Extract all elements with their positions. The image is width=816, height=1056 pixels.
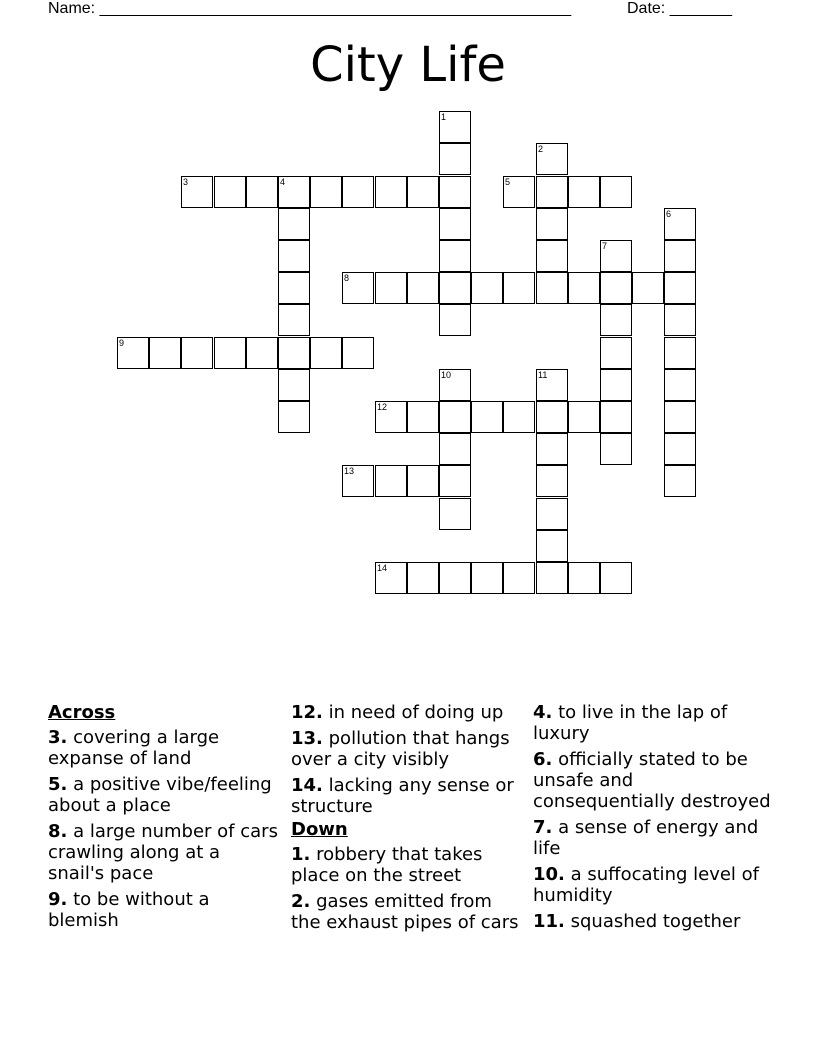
grid-cell[interactable] (439, 240, 471, 272)
grid-cell[interactable] (664, 208, 696, 240)
grid-cell[interactable] (600, 562, 632, 594)
grid-cell[interactable] (664, 304, 696, 336)
grid-cell[interactable] (503, 176, 535, 208)
grid-cell[interactable] (536, 272, 568, 304)
grid-cell[interactable] (600, 272, 632, 304)
grid-cell[interactable] (600, 337, 632, 369)
clue-down-11: 11. squashed together (533, 911, 741, 932)
grid-cell[interactable] (600, 304, 632, 336)
cell-number: 12 (377, 402, 388, 412)
grid-cell[interactable] (278, 176, 310, 208)
clue-across-14: 14. lacking any sense or structure (291, 775, 514, 817)
clue-down-10: 10. a suffocating level of humidity (533, 864, 759, 906)
grid-cell[interactable] (664, 369, 696, 401)
clue-across-8: 8. a large number of cars crawling along at a snail's pace (48, 821, 278, 884)
grid-cell[interactable] (278, 240, 310, 272)
grid-cell[interactable] (278, 401, 310, 433)
grid-cell[interactable] (278, 369, 310, 401)
grid-cell[interactable] (664, 465, 696, 497)
grid-cell[interactable] (503, 562, 535, 594)
grid-cell[interactable] (664, 433, 696, 465)
grid-cell[interactable] (342, 272, 374, 304)
grid-cell[interactable] (600, 401, 632, 433)
grid-cell[interactable] (310, 337, 342, 369)
cell-number: 13 (344, 466, 355, 476)
grid-cell[interactable] (342, 337, 374, 369)
cell-number: 5 (505, 177, 511, 187)
grid-cell[interactable] (536, 176, 568, 208)
cell-number: 1 (441, 112, 447, 122)
grid-cell[interactable] (536, 562, 568, 594)
grid-cell[interactable] (375, 401, 407, 433)
grid-cell[interactable] (375, 272, 407, 304)
grid-cell[interactable] (407, 401, 439, 433)
cell-number: 8 (344, 273, 350, 283)
grid-cell[interactable] (149, 337, 181, 369)
page-title: City Life (310, 37, 506, 93)
grid-cell[interactable] (342, 465, 374, 497)
cell-number: 3 (183, 177, 189, 187)
grid-cell[interactable] (536, 530, 568, 562)
grid-cell[interactable] (246, 176, 278, 208)
clue-down-4: 4. to live in the lap of luxury (533, 702, 728, 744)
grid-cell[interactable] (439, 465, 471, 497)
grid-cell[interactable] (375, 176, 407, 208)
grid-cell[interactable] (407, 562, 439, 594)
grid-cell[interactable] (503, 272, 535, 304)
cell-number: 6 (666, 209, 672, 219)
grid-cell[interactable] (568, 272, 600, 304)
grid-cell[interactable] (536, 369, 568, 401)
clue-across-5: 5. a positive vibe/feeling about a place (48, 774, 272, 816)
cell-number: 7 (602, 241, 608, 251)
grid-cell[interactable] (536, 401, 568, 433)
across-heading: Across (48, 702, 116, 723)
cell-number: 4 (280, 177, 286, 187)
grid-cell[interactable] (117, 337, 149, 369)
date-field[interactable]: Date: _______ (627, 0, 732, 17)
grid-cell[interactable] (664, 240, 696, 272)
grid-cell[interactable] (632, 272, 664, 304)
grid-cell[interactable] (439, 208, 471, 240)
cell-number: 9 (119, 338, 125, 348)
clue-down-2: 2. gases emitted from the exhaust pipes of cars (291, 891, 519, 933)
grid-cell[interactable] (568, 562, 600, 594)
clue-down-7: 7. a sense of energy and life (533, 817, 759, 859)
grid-cell[interactable] (439, 562, 471, 594)
grid-cell[interactable] (407, 176, 439, 208)
clue-across-3: 3. covering a large expanse of land (48, 727, 220, 769)
grid-cell[interactable] (664, 401, 696, 433)
grid-cell[interactable] (536, 240, 568, 272)
grid-cell[interactable] (439, 176, 471, 208)
grid-cell[interactable] (503, 401, 535, 433)
grid-cell[interactable] (278, 208, 310, 240)
grid-cell[interactable] (439, 498, 471, 530)
grid-cell[interactable] (439, 401, 471, 433)
down-heading: Down (291, 819, 348, 840)
cell-number: 14 (377, 563, 388, 573)
clue-across-12: 12. in need of doing up (291, 702, 504, 723)
grid-cell[interactable] (310, 176, 342, 208)
grid-cell[interactable] (600, 433, 632, 465)
grid-cell[interactable] (600, 369, 632, 401)
grid-cell[interactable] (439, 272, 471, 304)
grid-cell[interactable] (439, 143, 471, 175)
grid-cell[interactable] (214, 176, 246, 208)
clue-column-3 (533, 702, 773, 937)
cell-number: 2 (538, 144, 544, 154)
grid-cell[interactable] (536, 465, 568, 497)
grid-cell[interactable] (439, 369, 471, 401)
grid-cell[interactable] (342, 176, 374, 208)
grid-cell[interactable] (536, 433, 568, 465)
clue-down-6: 6. officially stated to be unsafe and consequentially destroyed (533, 749, 771, 812)
clue-down-1: 1. robbery that takes place on the street (291, 844, 483, 886)
grid-cell[interactable] (536, 143, 568, 175)
grid-cell[interactable] (568, 401, 600, 433)
grid-cell[interactable] (600, 176, 632, 208)
grid-cell[interactable] (439, 304, 471, 336)
grid-cell[interactable] (214, 337, 246, 369)
grid-cell[interactable] (471, 272, 503, 304)
clue-across-13: 13. pollution that hangs over a city visibly (291, 728, 510, 770)
grid-cell[interactable] (439, 433, 471, 465)
grid-cell[interactable] (375, 465, 407, 497)
cell-number: 10 (441, 370, 452, 380)
grid-cell[interactable] (278, 304, 310, 336)
grid-cell[interactable] (181, 337, 213, 369)
grid-cell[interactable] (439, 111, 471, 143)
grid-cell[interactable] (471, 401, 503, 433)
grid-cell[interactable] (600, 240, 632, 272)
name-field[interactable]: Name: _____________________________________________________ (48, 0, 572, 17)
grid-cell[interactable] (278, 272, 310, 304)
grid-cell[interactable] (536, 208, 568, 240)
grid-cell[interactable] (536, 498, 568, 530)
grid-cell[interactable] (407, 465, 439, 497)
clue-column-1 (48, 702, 278, 936)
clue-across-9: 9. to be without a blemish (48, 889, 210, 931)
grid-cell[interactable] (375, 562, 407, 594)
grid-cell[interactable] (181, 176, 213, 208)
grid-cell[interactable] (664, 272, 696, 304)
cell-number: 11 (538, 370, 548, 380)
grid-cell[interactable] (471, 562, 503, 594)
clue-column-2 (291, 702, 523, 938)
grid-cell[interactable] (246, 337, 278, 369)
grid-cell[interactable] (664, 337, 696, 369)
grid-cell[interactable] (407, 272, 439, 304)
grid-cell[interactable] (568, 176, 600, 208)
grid-cell[interactable] (278, 337, 310, 369)
